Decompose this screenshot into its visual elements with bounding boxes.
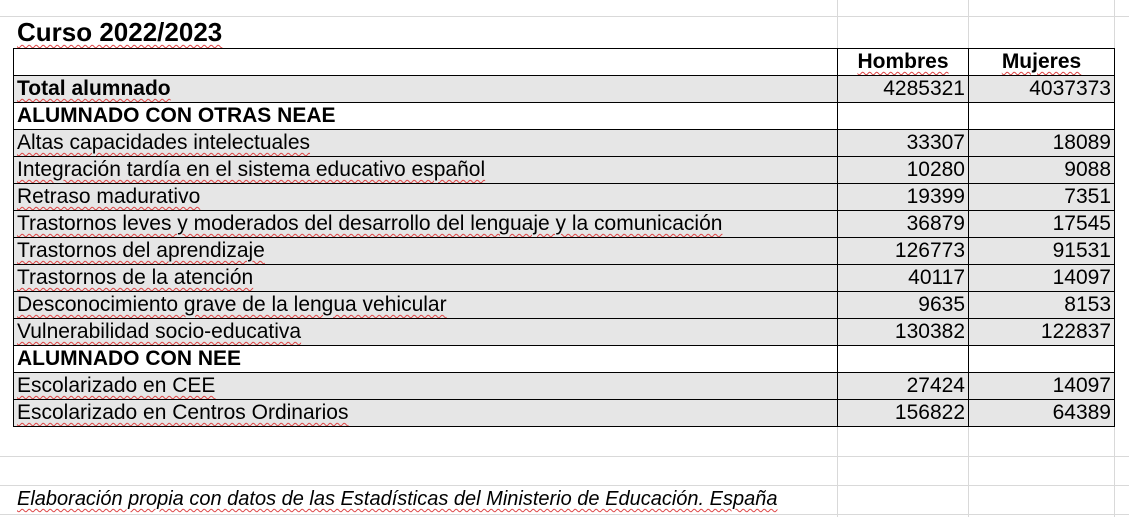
row-mujeres[interactable]: 64389 [969,400,1115,427]
row-hombres[interactable]: 9635 [838,292,969,319]
row-mujeres[interactable]: 91531 [969,238,1115,265]
row-label[interactable]: Escolarizado en Centros Ordinarios [14,400,838,427]
table-row [14,238,1115,265]
table-row [14,265,1115,292]
row-label[interactable]: Integración tardía en el sistema educativo español [14,157,838,184]
table-row [14,130,1115,157]
sheet-title[interactable]: Curso 2022/2023 [17,17,223,47]
row-label[interactable]: Trastornos de la atención [14,265,838,292]
row-label[interactable]: Escolarizado en CEE [14,373,838,400]
row-hombres[interactable]: 126773 [838,238,969,265]
total-hombres[interactable]: 4285321 [838,76,969,103]
cell-empty[interactable] [969,346,1115,373]
row-label[interactable]: Trastornos del aprendizaje [14,238,838,265]
row-mujeres[interactable]: 14097 [969,373,1115,400]
row-hombres[interactable]: 33307 [838,130,969,157]
row-hombres[interactable]: 36879 [838,211,969,238]
row-mujeres[interactable]: 14097 [969,265,1115,292]
row-hombres[interactable]: 10280 [838,157,969,184]
row-mujeres[interactable]: 8153 [969,292,1115,319]
cell-empty[interactable] [838,103,969,130]
section-heading-row [14,346,1115,373]
row-label[interactable]: Desconocimiento grave de la lengua vehicular [14,292,838,319]
total-mujeres[interactable]: 4037373 [969,76,1115,103]
table-row [14,157,1115,184]
section-heading-neae[interactable]: ALUMNADO CON OTRAS NEAE [14,103,838,130]
row-hombres[interactable]: 27424 [838,373,969,400]
total-row [14,76,1115,103]
cell-empty[interactable] [14,49,838,76]
source-note[interactable]: Elaboración propia con datos de las Estadísticas del Ministerio de Educación. España [17,488,778,510]
row-label[interactable]: Trastornos leves y moderados del desarrollo del lenguaje y la comunicación [14,211,838,238]
header-hombres[interactable]: Hombres [838,49,969,76]
section-heading-nee[interactable]: ALUMNADO CON NEE [14,346,838,373]
row-hombres[interactable]: 40117 [838,265,969,292]
row-hombres[interactable]: 130382 [838,319,969,346]
table-row [14,373,1115,400]
row-label[interactable]: Altas capacidades intelectuales [14,130,838,157]
row-label[interactable]: Retraso madurativo [14,184,838,211]
row-hombres[interactable]: 19399 [838,184,969,211]
table-row [14,319,1115,346]
cell-empty[interactable] [838,346,969,373]
row-mujeres[interactable]: 9088 [969,157,1115,184]
table-row [14,211,1115,238]
row-label[interactable]: Vulnerabilidad socio-educativa [14,319,838,346]
header-mujeres[interactable]: Mujeres [969,49,1115,76]
row-mujeres[interactable]: 17545 [969,211,1115,238]
table-row [14,292,1115,319]
total-label[interactable]: Total alumnado [14,76,838,103]
header-row [14,49,1115,76]
cell-empty[interactable] [969,103,1115,130]
row-hombres[interactable]: 156822 [838,400,969,427]
section-heading-row [14,103,1115,130]
data-table [13,48,1115,427]
row-mujeres[interactable]: 18089 [969,130,1115,157]
row-mujeres[interactable]: 122837 [969,319,1115,346]
row-mujeres[interactable]: 7351 [969,184,1115,211]
table-row [14,400,1115,427]
table-row [14,184,1115,211]
